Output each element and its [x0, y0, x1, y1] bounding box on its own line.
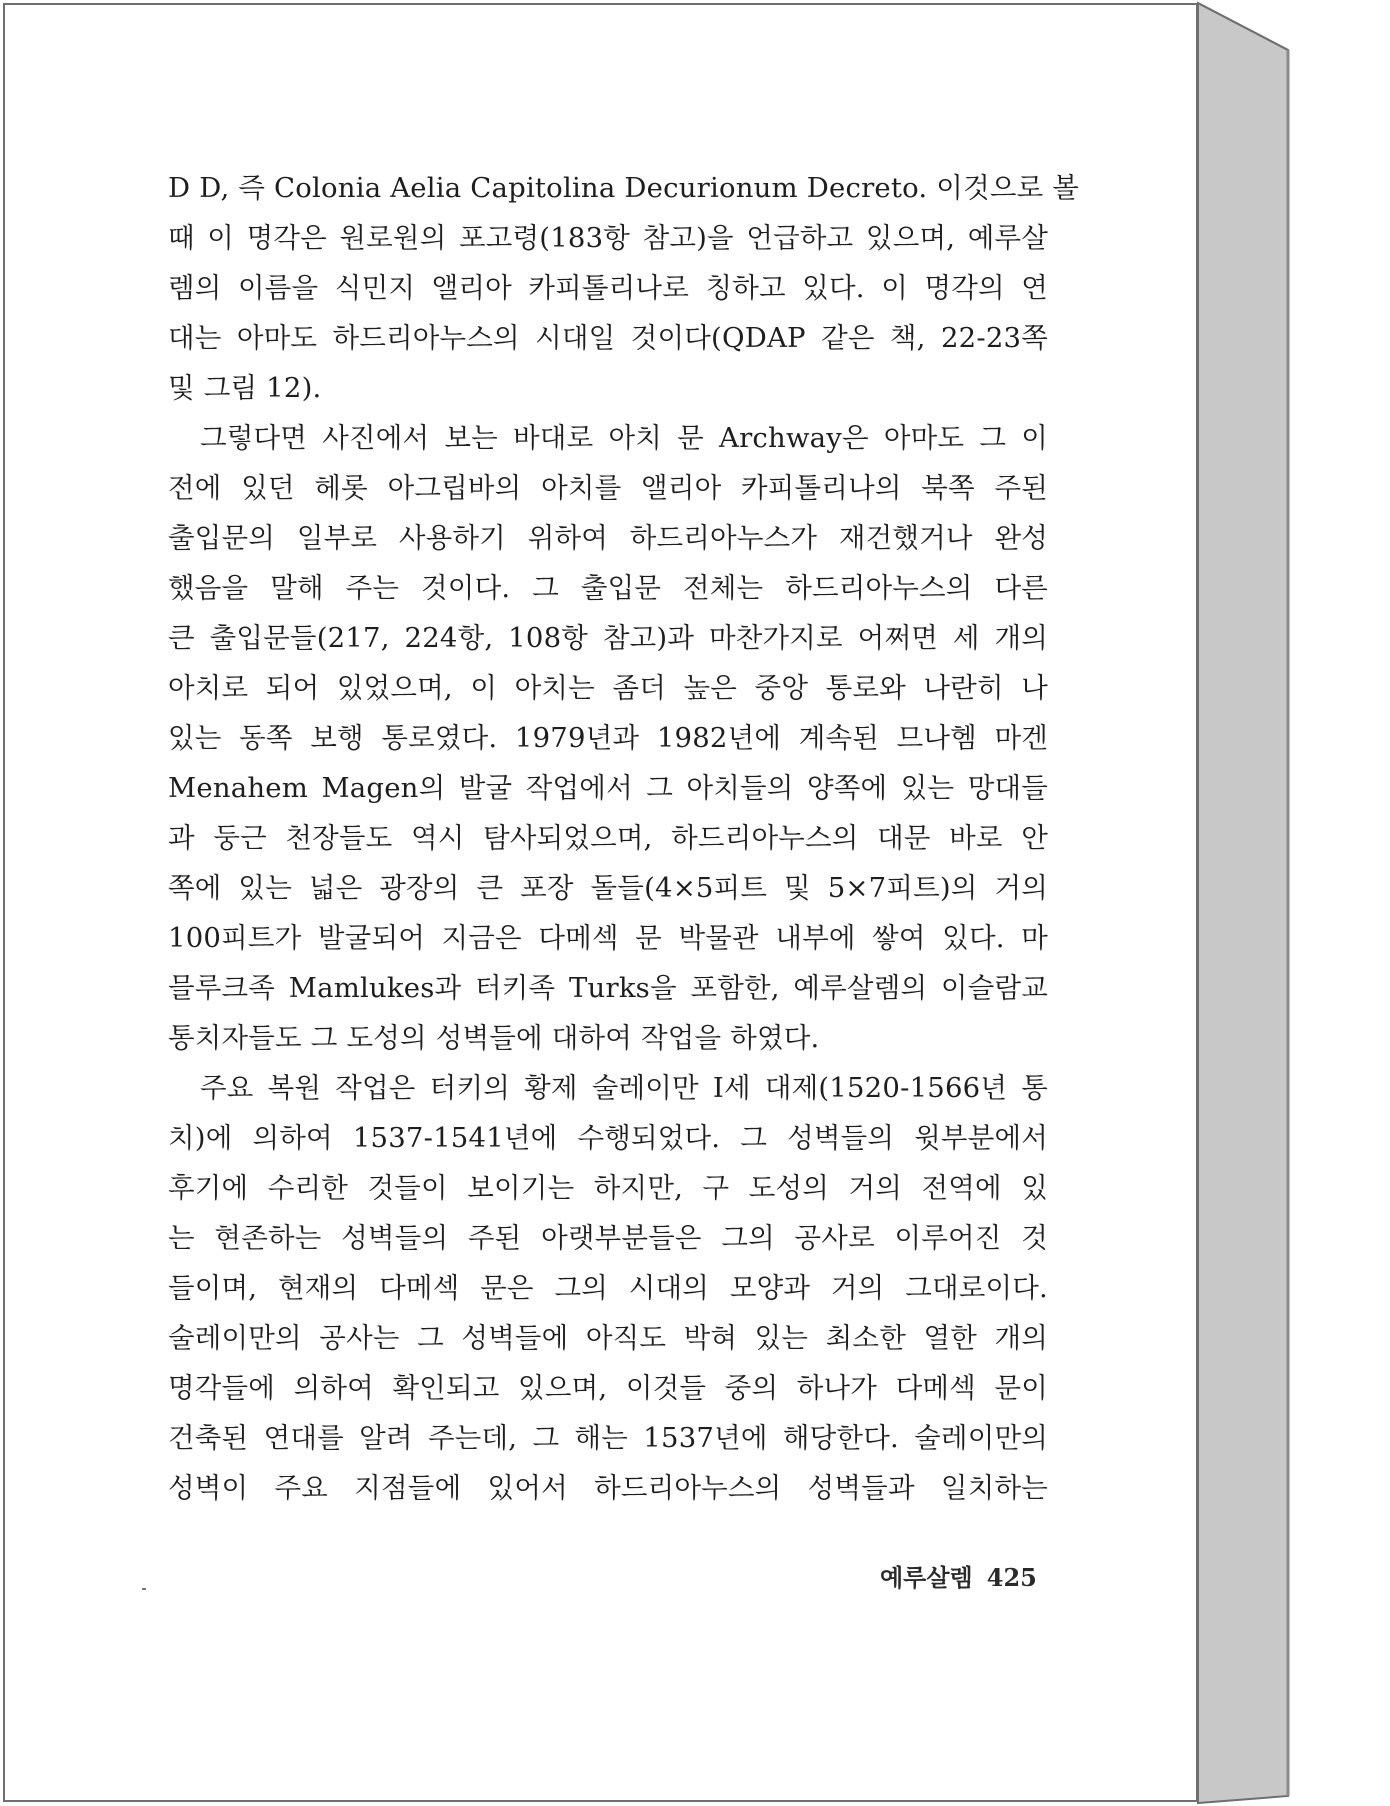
text-line: 통치자들도 그 도성의 성벽들에 대하여 작업을 하였다.: [168, 1022, 820, 1054]
text-line: 했음을 말해 주는 것이다. 그 출입문 전체는 하드리아누스의 다른: [168, 572, 1048, 604]
text-line: 술레이만의 공사는 그 성벽들에 아직도 박혀 있는 최소한 열한 개의: [168, 1322, 1048, 1354]
body-text: [168, 163, 1080, 1513]
scan-speck: [142, 1588, 146, 1590]
text-line: D D, 즉 Colonia Aelia Capitolina Decurionum Decreto. 이것으로 볼: [168, 172, 1080, 204]
text-line: 전에 있던 헤롯 아그립바의 아치를 앨리아 카피톨리나의 북쪽 주된: [168, 472, 1048, 504]
running-title: 예루살렘: [880, 1564, 973, 1592]
text-line: 렘의 이름을 식민지 앨리아 카피톨리나로 칭하고 있다. 이 명각의 연: [168, 272, 1048, 304]
text-line: 명각들에 의하여 확인되고 있으며, 이것들 중의 하나가 다메섹 문이: [168, 1372, 1048, 1404]
text-line: 때 이 명각은 원로원의 포고령(183항 참고)을 언급하고 있으며, 예루살: [168, 222, 1048, 254]
text-line: 들이며, 현재의 다메섹 문은 그의 시대의 모양과 거의 그대로이다.: [168, 1272, 1048, 1304]
text-line: 그렇다면 사진에서 보는 바대로 아치 문 Archway은 아마도 그 이: [200, 422, 1048, 454]
text-line: 주요 복원 작업은 터키의 황제 술레이만 I세 대제(1520-1566년 통: [200, 1072, 1048, 1104]
text-line: 는 현존하는 성벽들의 주된 아랫부분들은 그의 공사로 이루어진 것: [168, 1222, 1048, 1254]
text-line: 출입문의 일부로 사용하기 위하여 하드리아누스가 재건했거나 완성: [168, 522, 1048, 554]
text-line: 100피트가 발굴되어 지금은 다메섹 문 박물관 내부에 쌓여 있다. 마: [168, 922, 1048, 954]
text-line: 및 그림 12).: [168, 372, 322, 404]
text-line: 대는 아마도 하드리아누스의 시대일 것이다(QDAP 같은 책, 22-23쪽: [168, 322, 1048, 354]
text-line: 후기에 수리한 것들이 보이기는 하지만, 구 도성의 거의 전역에 있: [168, 1172, 1048, 1204]
text-line: 과 둥근 천장들도 역시 탐사되었으며, 하드리아누스의 대문 바로 안: [168, 822, 1048, 854]
text-line: 건축된 연대를 알려 주는데, 그 해는 1537년에 해당한다. 술레이만의: [168, 1422, 1048, 1454]
text-line: 치)에 의하여 1537-1541년에 수행되었다. 그 성벽들의 윗부분에서: [168, 1122, 1048, 1154]
text-line: 아치로 되어 있었으며, 이 아치는 좀더 높은 중앙 통로와 나란히 나: [168, 672, 1048, 704]
text-line: 믈루크족 Mamlukes과 터키족 Turks을 포함한, 예루살렘의 이슬람교: [168, 972, 1048, 1004]
page-footer: [880, 1558, 1037, 1593]
text-line: 큰 출입문들(217, 224항, 108항 참고)과 마찬가지로 어쩌면 세 개의: [168, 622, 1048, 654]
text-line: 쪽에 있는 넓은 광장의 큰 포장 돌들(4×5피트 및 5×7피트)의 거의: [168, 872, 1048, 904]
text-line: 성벽이 주요 지점들에 있어서 하드리아누스의 성벽들과 일치하는: [168, 1472, 1048, 1504]
page-number: 425: [986, 1563, 1037, 1592]
text-line: 있는 동쪽 보행 통로였다. 1979년과 1982년에 계속된 므나헴 마겐: [168, 722, 1048, 754]
text-line: Menahem Magen의 발굴 작업에서 그 아치들의 양쪽에 있는 망대들: [168, 772, 1048, 804]
